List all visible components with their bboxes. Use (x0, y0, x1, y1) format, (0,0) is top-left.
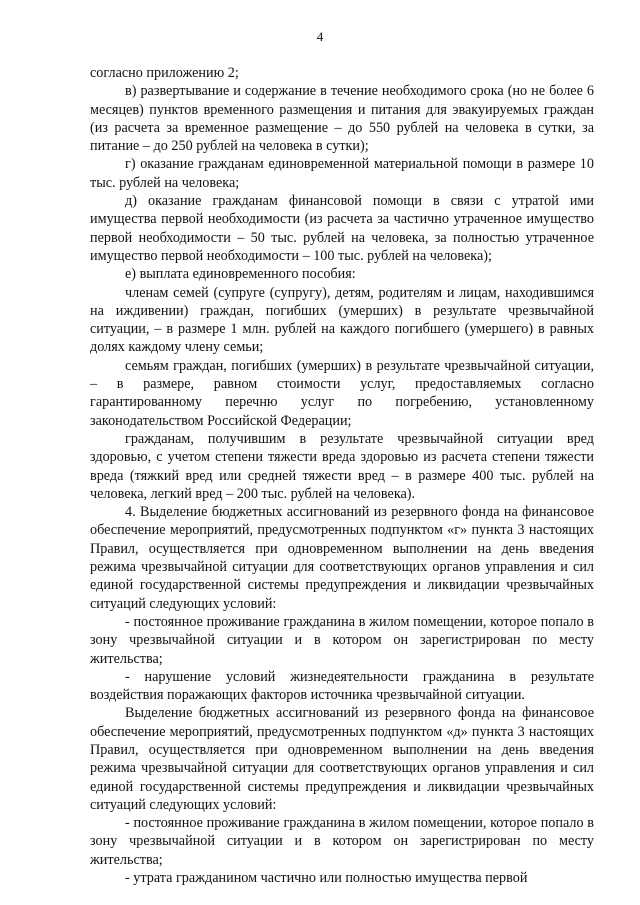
paragraph-item-g: г) оказание гражданам единовременной материальной помощи в размере 10 тыс. рублей на человека; (90, 156, 594, 191)
paragraph-health-harm: гражданам, получившим в результате чрезвычайной ситуации вред здоровью, с учетом степени тяжести вреда здоровью из расчета степени тяжести вреда (тяжкий вред или средней тяжести вред – в размере 400 тыс. рублей на человека, легкий вред – 200 тыс. рублей на человека). (90, 430, 594, 502)
paragraph-item-d: д) оказание гражданам финансовой помощи в связи с утратой ими имущества первой необходимости (из расчета за частично утраченное имущество первой необходимости – 50 тыс. рублей на человека, за полностью утраченное имущество первой необходимости – 100 тыс. рублей на человека); (90, 193, 594, 264)
document-body (90, 64, 594, 887)
paragraph-section-4: 4. Выделение бюджетных ассигнований из резервного фонда на финансовое обеспечение мероприятий, предусмотренных подпунктом «г» пункта 3 настоящих Правил, осуществляется при одновременном выполнении на день введения режима чрезвычайной ситуации для соответствующих органов управления и сил единой государственной системы предупреждения и ликвидации чрезвычайных ситуаций следующих условий: (90, 504, 594, 612)
paragraph-condition-disruption: - нарушение условий жизнедеятельности гражданина в результате воздействия поражающих факторов источника чрезвычайной ситуации. (90, 668, 594, 704)
paragraph-continuation: согласно приложению 2; (90, 65, 239, 81)
paragraph-item-v: в) развертывание и содержание в течение необходимого срока (но не более 6 месяцев) пунктов временного размещения и питания для эвакуируемых граждан (из расчета за временное размещение – до 550 рублей на человека в сутки, за питание – до 250 рублей на человека в сутки); (90, 83, 594, 155)
paragraph-condition-loss: - утрата гражданином частично или полностью имущества первой (125, 870, 528, 887)
paragraph-family-members: членам семей (супруге (супругу), детям, родителям и лицам, находившимся на иждивении) граждан, погибших (умерших) в результате чрезвычайной ситуации, – в размере 1 млн. рублей на каждого погибшего (умершего) в равных долях каждому члену семьи; (90, 284, 594, 356)
paragraph-condition-residence: - постоянное проживание гражданина в жилом помещении, которое попало в зону чрезвычайной ситуации и в котором он зарегистрирован по месту жительства; (90, 613, 594, 667)
page-number: 4 (316, 29, 324, 44)
paragraph-families-burial: семьям граждан, погибших (умерших) в результате чрезвычайной ситуации, – в размере, равном стоимости услуг, предоставляемых согласно гарантированному перечню услуг по погребению, установленному законодательством Российской Федерации; (90, 357, 594, 429)
paragraph-condition-residence-2: - постоянное проживание гражданина в жилом помещении, которое попало в зону чрезвычайной ситуации и в котором он зарегистрирован по месту жительства; (90, 815, 594, 868)
paragraph-item-e: е) выплата единовременного пособия: (125, 266, 356, 283)
paragraph-allocation-d: Выделение бюджетных ассигнований из резервного фонда на финансовое обеспечение мероприятий, предусмотренных подпунктом «д» пункта 3 настоящих Правил, осуществляется при одновременном выполнении на день введения режима чрезвычайной ситуации для соответствующих органов управления и сил единой государственной системы предупреждения и ликвидации чрезвычайных ситуаций следующих условий: (90, 705, 594, 813)
